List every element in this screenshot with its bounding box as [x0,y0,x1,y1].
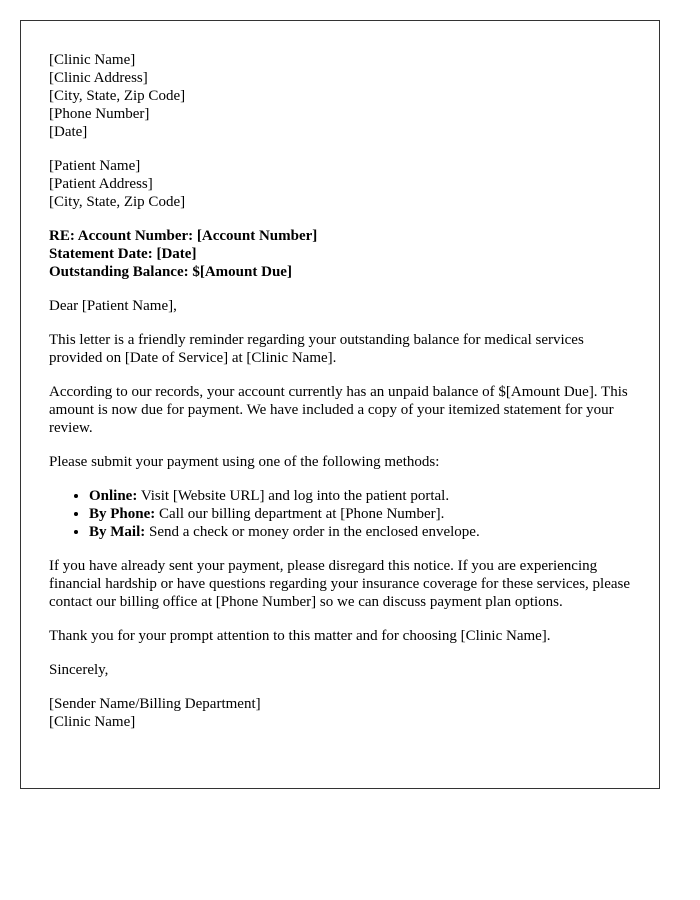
salutation: Dear [Patient Name], [49,298,177,314]
payment-method-label: Online: [89,488,138,504]
sender-clinic-name: [Clinic Name] [49,52,136,68]
recipient-address-block [49,157,631,211]
account-number-line: RE: Account Number: [Account Number] [49,228,318,244]
payment-method-phone [89,505,631,523]
disregard-paragraph: If you have already sent your payment, please disregard this notice. If you are experiencing financial hardship or have questions regarding your insurance coverage for these services, please contact our billing office at [Phone Number] so we can discuss payment plan options. [49,558,631,610]
payment-methods-list [49,487,631,541]
payment-method-label: By Mail: [89,524,146,540]
signature-block [49,695,631,731]
payment-method-text: Send a check or money order in the enclosed envelope. [145,524,480,540]
sender-city-state-zip: [City, State, Zip Code] [49,88,186,104]
reference-block [49,227,631,281]
recipient-city-state-zip: [City, State, Zip Code] [49,194,186,210]
sender-phone: [Phone Number] [49,106,150,122]
letter-date: [Date] [49,124,88,140]
recipient-name: [Patient Name] [49,158,141,174]
thanks-paragraph: Thank you for your prompt attention to this matter and for choosing [Clinic Name]. [49,628,551,644]
recipient-address: [Patient Address] [49,176,153,192]
intro-paragraph: This letter is a friendly reminder regarding your outstanding balance for medical services provided on [Date of Service] at [Clinic Name]. [49,332,584,366]
payment-method-text: Visit [Website URL] and log into the patient portal. [137,488,450,504]
signature-clinic: [Clinic Name] [49,714,136,730]
sender-clinic-address: [Clinic Address] [49,70,148,86]
signature-sender: [Sender Name/Billing Department] [49,696,261,712]
records-paragraph: According to our records, your account currently has an unpaid balance of $[Amount Due]. This amount is now due for payment. We have included a copy of your itemized statement for your review. [49,384,628,436]
payment-method-label: By Phone: [89,506,156,522]
sender-address-block [49,51,631,141]
payment-method-mail [89,523,631,541]
payment-methods-intro: Please submit your payment using one of the following methods: [49,454,440,470]
statement-date-line: Statement Date: [Date] [49,246,197,262]
payment-method-online [89,487,631,505]
closing: Sincerely, [49,662,109,678]
letter-document [20,20,660,789]
payment-method-text: Call our billing department at [Phone Number]. [155,506,445,522]
outstanding-balance-line: Outstanding Balance: $[Amount Due] [49,264,292,280]
